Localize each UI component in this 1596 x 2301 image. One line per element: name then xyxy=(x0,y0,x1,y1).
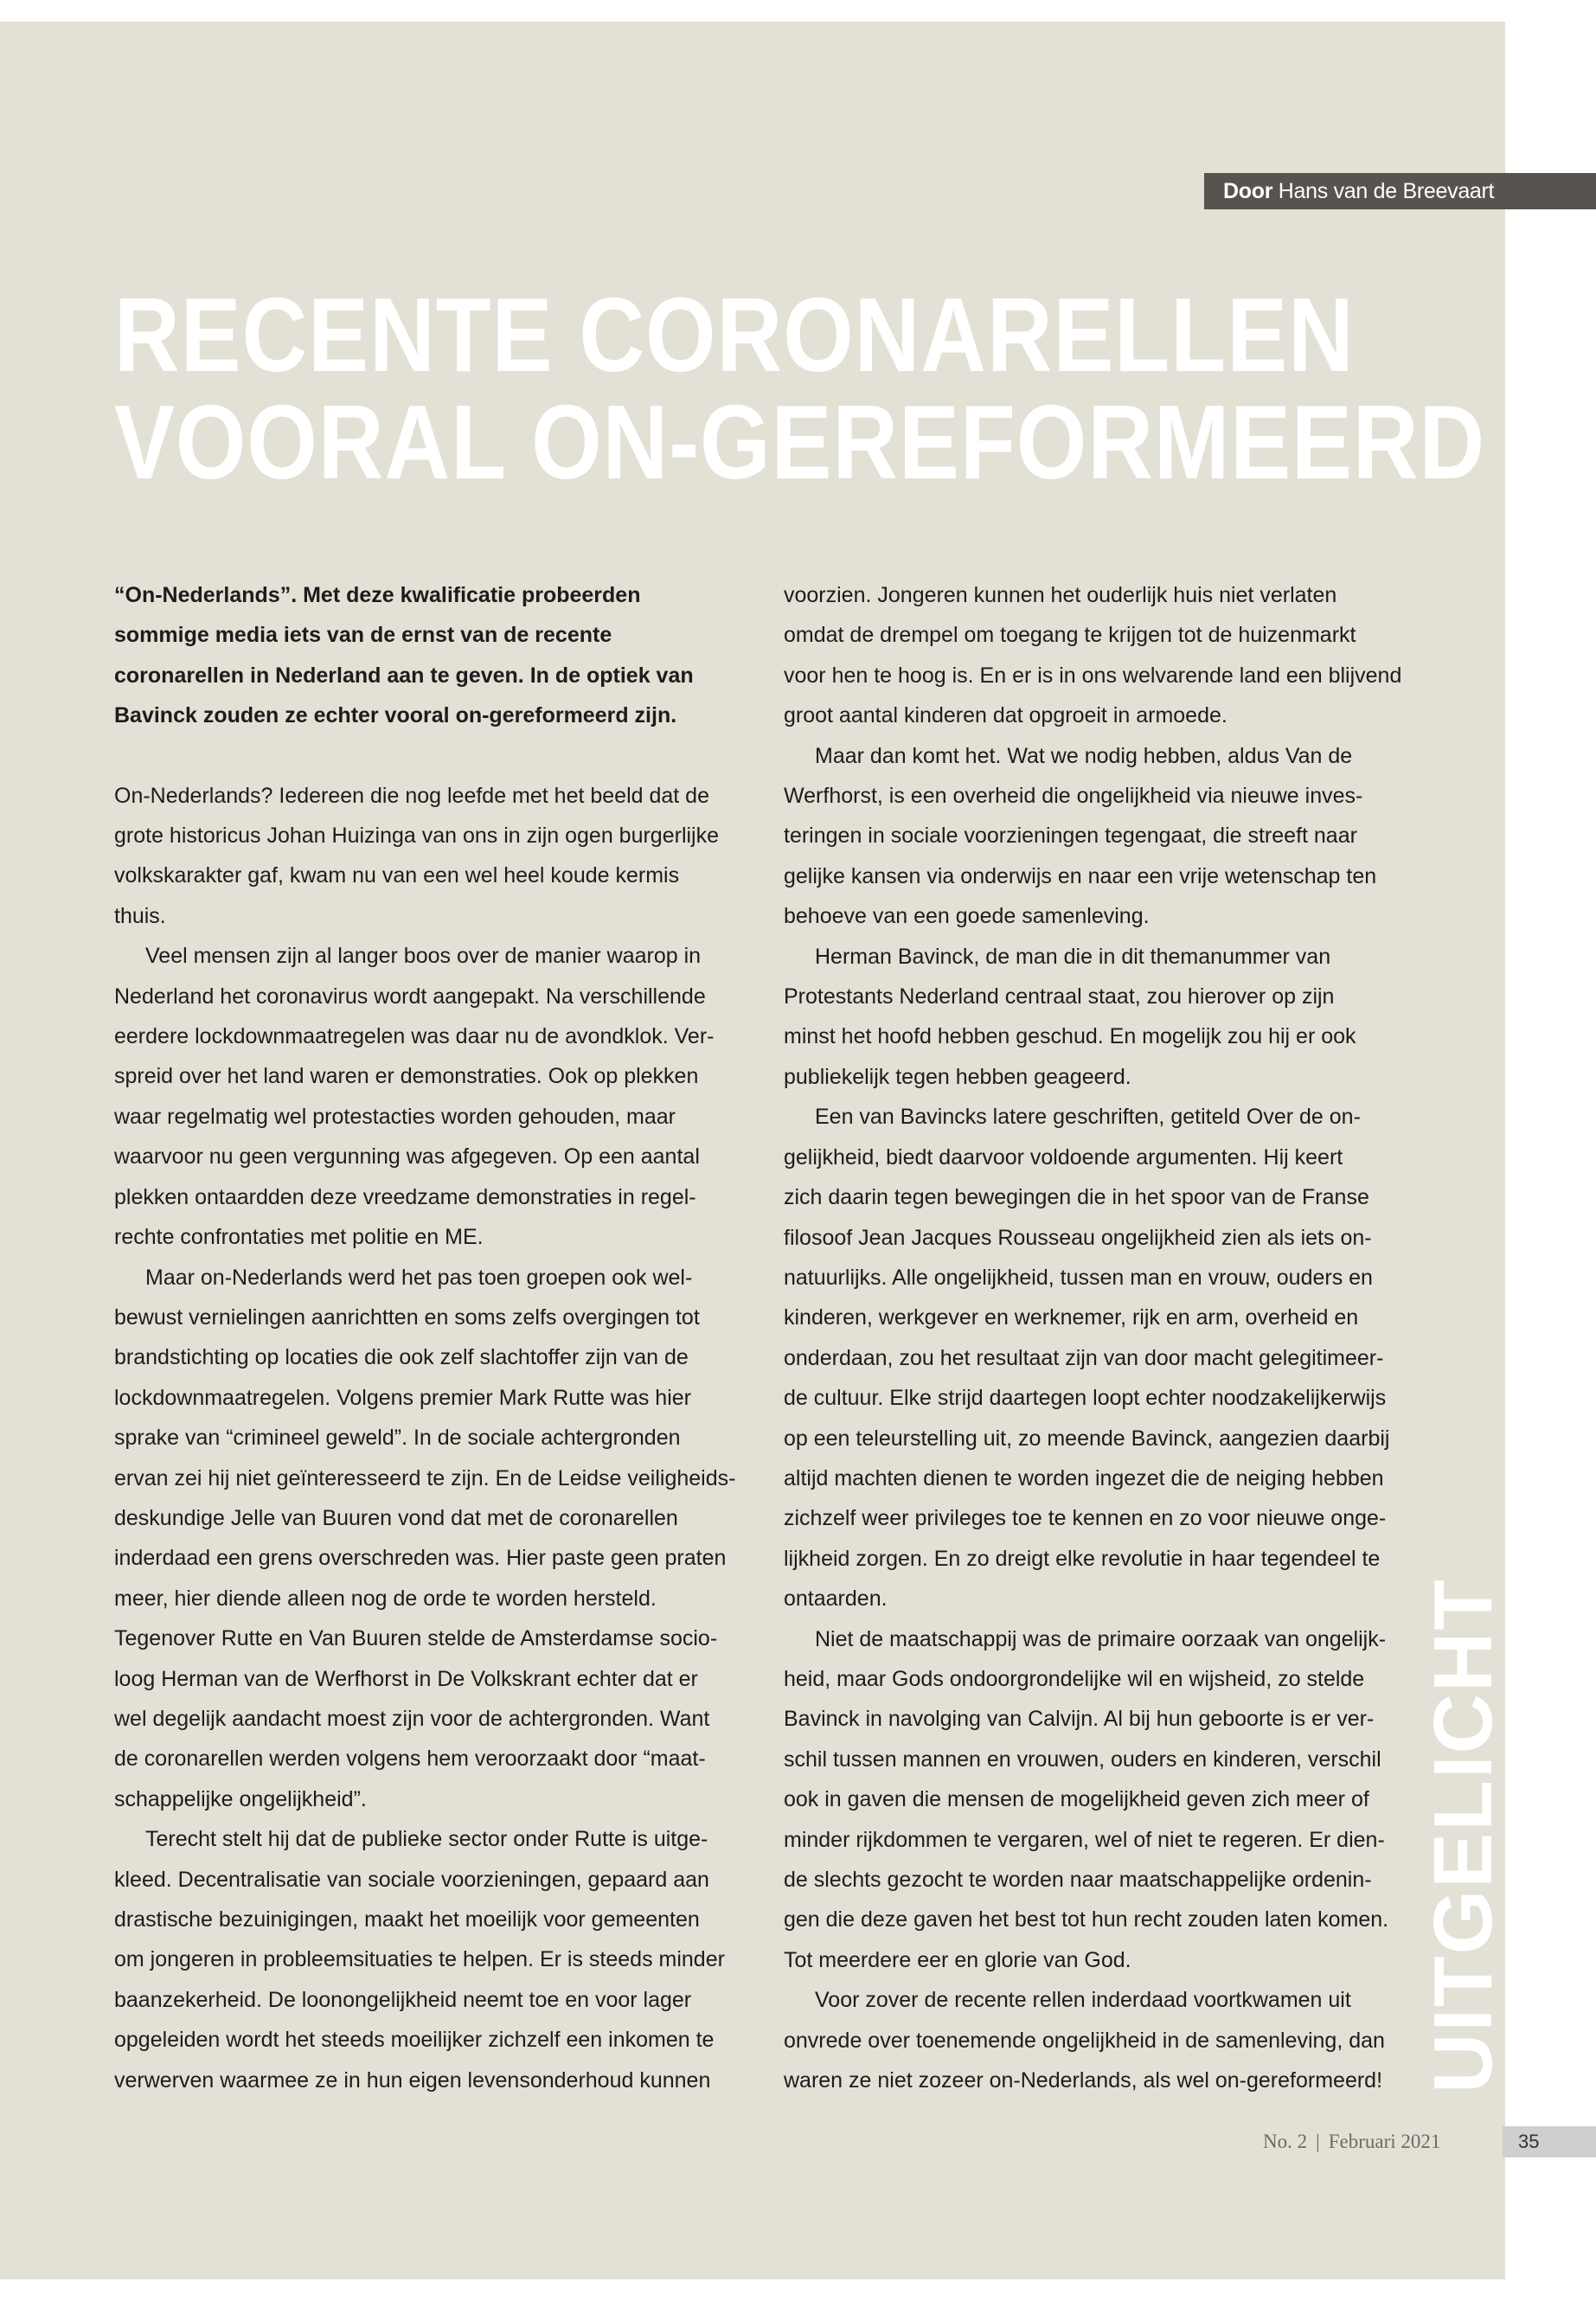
text-line: Maar on-Nederlands werd het pas toen groepen ook wel- xyxy=(145,1265,693,1290)
text-line: minder rijkdommen te vergaren, wel of niet te regeren. Er dien- xyxy=(784,1827,1385,1852)
text-line: grote historicus Johan Huizinga van ons in zijn ogen burgerlijke xyxy=(114,824,720,849)
article-title xyxy=(114,276,1486,501)
text-line: verwerven waarmee ze in hun eigen levensonderhoud kunnen xyxy=(114,2067,711,2093)
left-column xyxy=(114,575,737,2100)
footer-separator: | xyxy=(1316,2131,1320,2152)
text-line: waren ze niet zozeer on-Nederlands, als wel on-gereformeerd! xyxy=(784,2068,1383,2093)
text-line: plekken ontaardden deze vreedzame demonstraties in regel- xyxy=(114,1184,696,1209)
text-line: de cultuur. Elke strijd daartegen loopt echter noodzakelijkerwijs xyxy=(784,1386,1387,1411)
text-line: altijd machten dienen te worden ingezet die de neiging hebben xyxy=(784,1465,1384,1490)
text-line: publiekelijk tegen hebben geageerd. xyxy=(784,1064,1131,1089)
text-line: coronarellen in Nederland aan te geven. In de optiek van xyxy=(114,663,694,688)
text-line: bewust vernielingen aanrichtten en soms zelfs overgingen tot xyxy=(114,1304,700,1330)
footer-date: Februari 2021 xyxy=(1328,2131,1441,2152)
text-line: Niet de maatschappij was de primaire oorzaak van ongelijk- xyxy=(815,1626,1387,1651)
text-line: Tot meerdere eer en glorie van God. xyxy=(784,1947,1131,1972)
text-line: On-Nederlands? Iedereen die nog leefde met het beeld dat de xyxy=(114,783,709,808)
footer xyxy=(1263,2126,1440,2157)
text-line: voorzien. Jongeren kunnen het ouderlijk huis niet verlaten xyxy=(784,583,1337,607)
text-line: ontaarden. xyxy=(784,1586,888,1612)
text-line: Een van Bavincks latere geschriften, getiteld Over de on- xyxy=(815,1105,1361,1130)
text-line: Bavinck in navolging van Calvijn. Al bij hun geboorte is er ver- xyxy=(784,1707,1375,1732)
text-line: wel degelijk aandacht moest zijn voor de achtergronden. Want xyxy=(114,1706,710,1731)
text-line: behoeve van een goede samenleving. xyxy=(784,904,1150,929)
text-line: baanzekerheid. De loonongelijkheid neemt toe en voor lager xyxy=(114,1987,692,2012)
text-line: filosoof Jean Jacques Rousseau ongelijkheid zien als iets on- xyxy=(784,1225,1372,1250)
text-line: op een teleurstelling uit, zo meende Bavinck, aangezien daarbij xyxy=(784,1426,1390,1451)
text-line: lijkheid zorgen. En zo dreigt elke revolutie in haar tegendeel te xyxy=(784,1546,1381,1571)
byline xyxy=(1204,173,1596,209)
text-line: kinderen, werkgever en werknemer, rijk en arm, overheid en xyxy=(784,1305,1359,1330)
text-line: meer, hier diende alleen nog de orde te worden hersteld. xyxy=(114,1586,657,1611)
text-line: onderdaan, zou het resultaat zijn van door macht gelegitimeer- xyxy=(784,1345,1384,1370)
text-line: groot aantal kinderen dat opgroeit in armoede. xyxy=(784,703,1227,728)
page-number: 35 xyxy=(1503,2126,1596,2157)
text-line: gelijke kansen via onderwijs en naar een vrije wetenschap ten xyxy=(784,863,1377,888)
text-line: waar regelmatig wel protestacties worden gehouden, maar xyxy=(114,1104,676,1129)
text-line: rechte confrontaties met politie en ME. xyxy=(114,1225,484,1250)
text-line: minst het hoofd hebben geschud. En mogelijk zou hij er ook xyxy=(784,1024,1356,1049)
text-line: schappelijke ongelijkheid”. xyxy=(114,1786,367,1811)
section-label: UITGELICHT xyxy=(1417,1578,1509,2093)
text-line: Tegenover Rutte en Van Buuren stelde de Amsterdamse socio- xyxy=(114,1626,718,1651)
text-line: waarvoor nu geen vergunning was afgegeven. Op een aantal xyxy=(114,1144,700,1170)
text-line: onvrede over toenemende ongelijkheid in de samenleving, dan xyxy=(784,2028,1385,2053)
right-column xyxy=(784,575,1415,2100)
text-line: Bavinck zouden ze echter vooral on-gereformeerd zijn. xyxy=(114,703,677,728)
text-line: heid, maar Gods ondoorgrondelijke wil en wijsheid, zo stelde xyxy=(784,1666,1365,1691)
text-line: drastische bezuinigingen, maakt het moeilijk voor gemeenten xyxy=(114,1907,700,1932)
text-line: volkskarakter gaf, kwam nu van een wel heel koude kermis xyxy=(114,863,680,888)
title-line-1: RECENTE CORONARELLEN xyxy=(114,276,1355,394)
text-line: natuurlijks. Alle ongelijkheid, tussen man en vrouw, ouders en xyxy=(784,1265,1373,1290)
text-line: thuis. xyxy=(114,903,166,928)
text-line: kleed. Decentralisatie van sociale voorzieningen, gepaard aan xyxy=(114,1867,709,1892)
text-line: sommige media iets van de ernst van de recente xyxy=(114,623,612,648)
paragraph-gap xyxy=(114,736,737,776)
text-line: inderdaad een grens overschreden was. Hier paste geen praten xyxy=(114,1546,727,1571)
text-line: voor hen te hoog is. En er is in ons welvarende land een blijvend xyxy=(784,663,1402,688)
text-line: om jongeren in probleemsituaties te helpen. Er is steeds minder xyxy=(114,1947,725,1972)
text-line: zichzelf weer privileges toe te kennen en zo voor nieuwe onge- xyxy=(784,1506,1387,1531)
text-line: Nederland het coronavirus wordt aangepakt. Na verschillende xyxy=(114,984,706,1009)
text-line: gelijkheid, biedt daarvoor voldoende argumenten. Hij keert xyxy=(784,1144,1343,1170)
text-line: Herman Bavinck, de man die in dit themanummer van xyxy=(815,944,1331,969)
text-line: “On-Nederlands”. Met deze kwalificatie probeerden xyxy=(114,583,641,607)
text-line: de coronarellen werden volgens hem veroorzaakt door “maat- xyxy=(114,1747,706,1772)
text-line: lockdownmaatregelen. Volgens premier Mark Rutte was hier xyxy=(114,1385,691,1410)
text-line: ook in gaven die mensen de mogelijkheid geven zich meer of xyxy=(784,1787,1369,1812)
text-line: ervan zei hij niet geïnteresseerd te zijn. En de Leidse veiligheids- xyxy=(114,1465,736,1490)
text-line: eerdere lockdownmaatregelen was daar nu de avondklok. Ver- xyxy=(114,1024,715,1049)
text-line: spreid over het land waren er demonstraties. Ook op plekken xyxy=(114,1064,699,1089)
text-line: Terecht stelt hij dat de publieke sector onder Rutte is uitge- xyxy=(145,1827,708,1852)
byline-author: Hans van de Breevaart xyxy=(1278,179,1495,203)
text-line: gen die deze gaven het best tot hun recht zouden laten komen. xyxy=(784,1907,1389,1932)
text-line: loog Herman van de Werfhorst in De Volkskrant echter dat er xyxy=(114,1666,698,1691)
text-line: brandstichting op locaties die ook zelf slachtoffer zijn van de xyxy=(114,1345,689,1370)
byline-prefix: Door xyxy=(1223,179,1273,203)
text-line: teringen in sociale voorzieningen tegengaat, die streeft naar xyxy=(784,824,1357,849)
text-line: Werfhorst, is een overheid die ongelijkheid via nieuwe inves- xyxy=(784,784,1363,809)
text-line: Voor zover de recente rellen inderdaad voortkwamen uit xyxy=(815,1988,1351,2013)
title-line-2: VOORAL ON-GEREFORMEERD xyxy=(114,383,1486,501)
text-line: opgeleiden wordt het steeds moeilijker zichzelf een inkomen te xyxy=(114,2028,715,2053)
text-line: deskundige Jelle van Buuren vond dat met de coronarellen xyxy=(114,1505,678,1530)
footer-issue: No. 2 xyxy=(1263,2131,1308,2152)
text-line: sprake van “crimineel geweld”. In de sociale achtergronden xyxy=(114,1426,681,1451)
text-line: zich daarin tegen bewegingen die in het spoor van de Franse xyxy=(784,1185,1369,1210)
text-line: Veel mensen zijn al langer boos over de manier waarop in xyxy=(145,944,702,969)
text-line: Protestants Nederland centraal staat, zou hierover op zijn xyxy=(784,984,1335,1009)
text-line: schil tussen mannen en vrouwen, ouders en kinderen, verschil xyxy=(784,1747,1381,1772)
text-line: de slechts gezocht te worden naar maatschappelijke ordenin- xyxy=(784,1868,1372,1892)
text-line: Maar dan komt het. Wat we nodig hebben, aldus Van de xyxy=(815,743,1353,768)
text-line: omdat de drempel om toegang te krijgen tot de huizenmarkt xyxy=(784,623,1356,648)
